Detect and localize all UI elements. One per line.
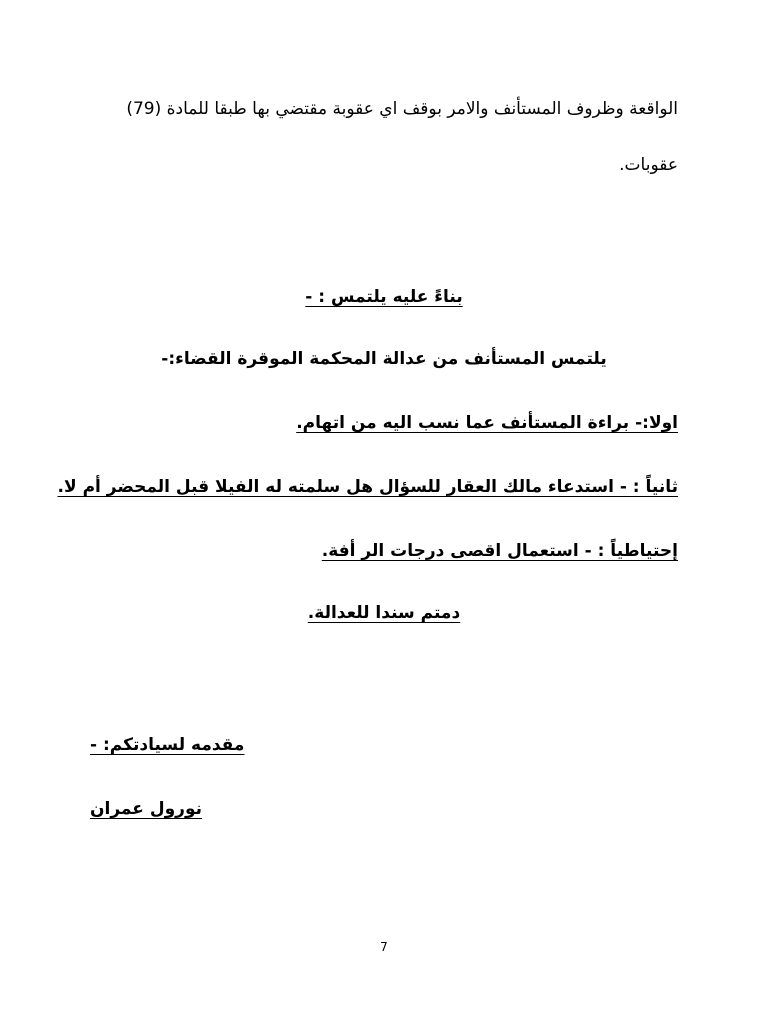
paragraph-line-1: الواقعة وظروف المستأنف والامر بوقف اي عقوبة مقتضي بها طبقا للمادة (79) — [126, 99, 678, 119]
paragraph-line-2: عقوبات. — [619, 155, 678, 175]
request-first: اولا:- براءة المستأنف عما نسب اليه من اتهام. — [296, 413, 678, 433]
request-second: ثانياً : - استدعاء مالك العقار للسؤال هل سلمته له الفيلا قبل المحضر أم لا. — [57, 477, 678, 497]
closing-line: دمتم سندا للعدالة. — [307, 603, 461, 623]
submitted-by-label: مقدمه لسيادتكم: - — [90, 735, 245, 755]
submitter-name: نورول عمران — [90, 799, 202, 819]
request-alternative: إحتياطياً : - استعمال اقصى درجات الر أفة. — [321, 541, 678, 561]
petition-intro: يلتمس المستأنف من عدالة المحكمة الموقرة القضاء:- — [161, 349, 607, 369]
page-number: 7 — [380, 940, 388, 954]
section-heading: بناءً عليه يلتمس : - — [305, 287, 463, 307]
